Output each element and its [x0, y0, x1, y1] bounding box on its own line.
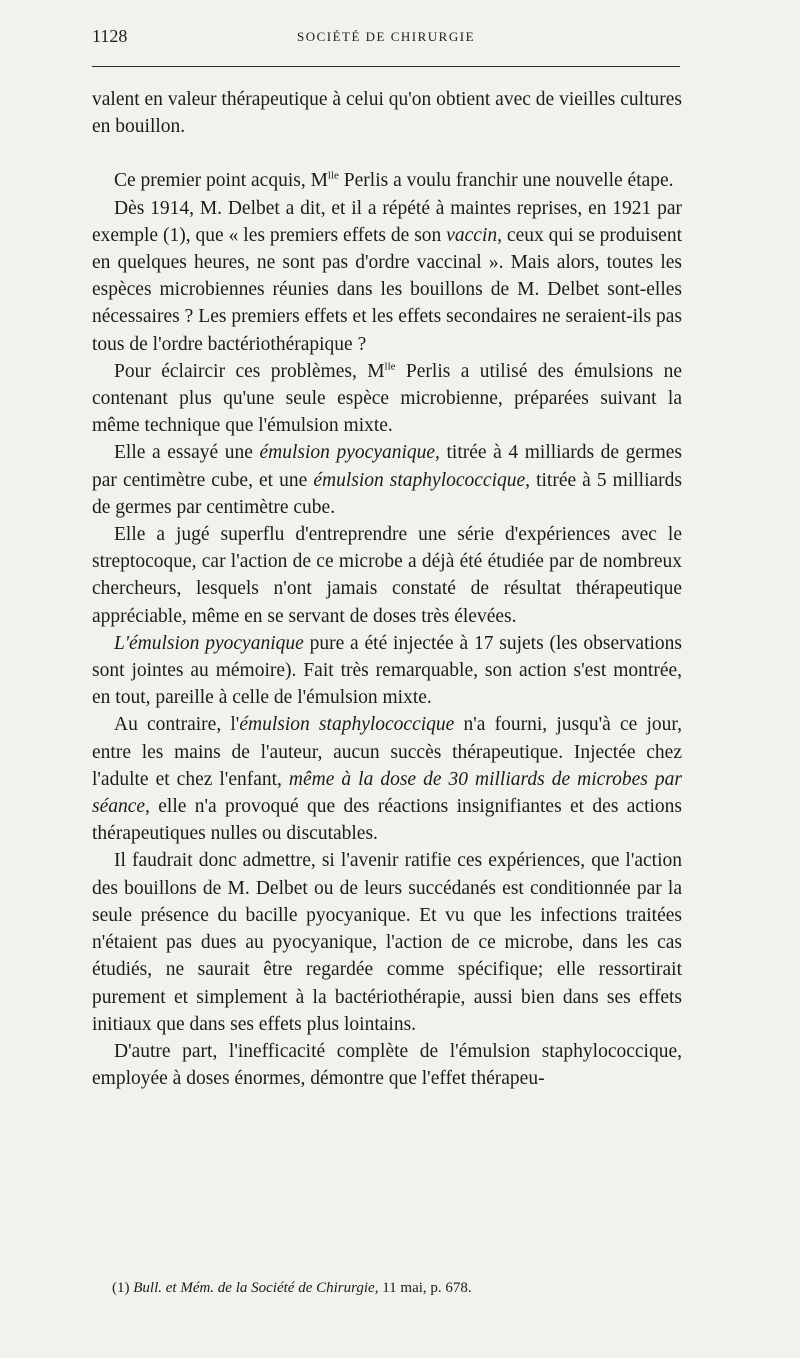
text-run: Ce premier point acquis, M [114, 170, 328, 192]
text-run: elle n'a provoqué que des réactions insignifiantes et des actions thérapeutiques nulles ou discutables. [92, 796, 682, 845]
paragraph-continuation: valent en valeur thérapeutique à celui qu'on obtient avec de vieilles cultures en bouillon. [92, 89, 682, 138]
italic-run: émulsion staphylococcique, [313, 469, 531, 491]
paragraph [92, 195, 682, 358]
paragraph: Il faudrait donc admettre, si l'avenir ratifie ces expériences, que l'action des bouillons de M. Delbet ou de leurs succédanés est conditionnée par la seule présence du bacille pyocyanique. Et vu que les infections traitées n'étaient pas dues au pyocyanique, l'action de ce microbe, dans les cas étudiés, ne saurait être regardée comme spécifique; elle ressortirait purement et simplement à la bactériothérapie, aussi bien dans ses effets initiaux que dans ses effets plus lointains. [92, 850, 682, 1035]
text-run: ceux qui se produisent en quelques heures, ne sont pas d'ordre vaccinal ». Mais alors, toutes les espèces microbiennes réunies dans les bouillons de M. Delbet sont-elles nécessaires ? Les premiers effets et les effets secondaires ne seraient-ils pas tous de l'ordre bactériothérapique ? [92, 224, 682, 355]
footnote-marker: (1) [112, 1280, 130, 1296]
paragraph: D'autre part, l'inefficacité complète de l'émulsion staphylococcique, employée à doses énormes, démontre que l'effet thérapeu- [92, 1040, 682, 1090]
italic-run: même à la dose de 30 milliards de microbes par séance, [92, 768, 682, 818]
text-run: Au contraire, l' [114, 714, 240, 736]
text-run: Pour éclaircir ces problèmes, M [114, 360, 385, 382]
text-run: Elle a essayé une [114, 442, 260, 464]
footnote-detail: 11 mai, p. 678. [378, 1280, 472, 1296]
paragraph [92, 358, 682, 440]
body-text [92, 86, 682, 1092]
paragraph [92, 167, 682, 194]
paragraph [92, 630, 682, 712]
italic-run: L'émulsion pyocyanique [114, 632, 304, 654]
paragraph [92, 711, 682, 847]
superscript: lle [327, 169, 339, 182]
italic-run: émulsion staphylococcique [239, 714, 455, 736]
page-header [92, 26, 680, 50]
paragraph: Elle a jugé superflu d'entreprendre une série d'expériences avec le streptocoque, car l'action de ce microbe a déjà été étudiée par de nombreux chercheurs, lesquels n'ont jamais constaté de résultat thérapeutique appréciable, même en se servant de doses très élevées. [92, 524, 682, 627]
text-run: titrée à 4 milliards de germes par centimètre cube, et une [92, 442, 682, 491]
text-run: n'a fourni, jusqu'à ce jour, entre les mains de l'auteur, aucun succès thérapeutique. Injectée chez l'adulte et chez l'enfant, [92, 714, 682, 790]
italic-run: vaccin, [446, 224, 502, 246]
text-run: Dès 1914, M. Delbet a dit, et il a répété à maintes reprises, en 1921 par exemple (1), que « les premiers effets de son [92, 197, 682, 246]
text-run: pure a été injectée à 17 sujets (les observations sont jointes au mémoire). Fait très remarquable, son action s'est montrée, en tout, pareille à celle de l'émulsion mixte. [92, 632, 683, 709]
text-run: Perlis a voulu franchir une nouvelle étape. [338, 170, 674, 192]
footnote-citation: Bull. et Mém. de la Société de Chirurgie, [133, 1280, 379, 1296]
paragraph [92, 439, 682, 521]
running-title: SOCIÉTÉ DE CHIRURGIE [296, 29, 476, 44]
header-rule [92, 66, 680, 67]
text-run: titrée à 5 milliards de germes par centimètre cube. [92, 469, 682, 518]
italic-run: émulsion pyocyanique, [259, 442, 440, 464]
page-number: 1128 [92, 26, 128, 46]
footnote [112, 1280, 682, 1297]
text-run: Perlis a utilisé des émulsions ne contenant plus qu'une seule espèce microbienne, préparées suivant la même technique que l'émulsion mixte. [92, 360, 682, 437]
superscript: lle [384, 360, 396, 373]
